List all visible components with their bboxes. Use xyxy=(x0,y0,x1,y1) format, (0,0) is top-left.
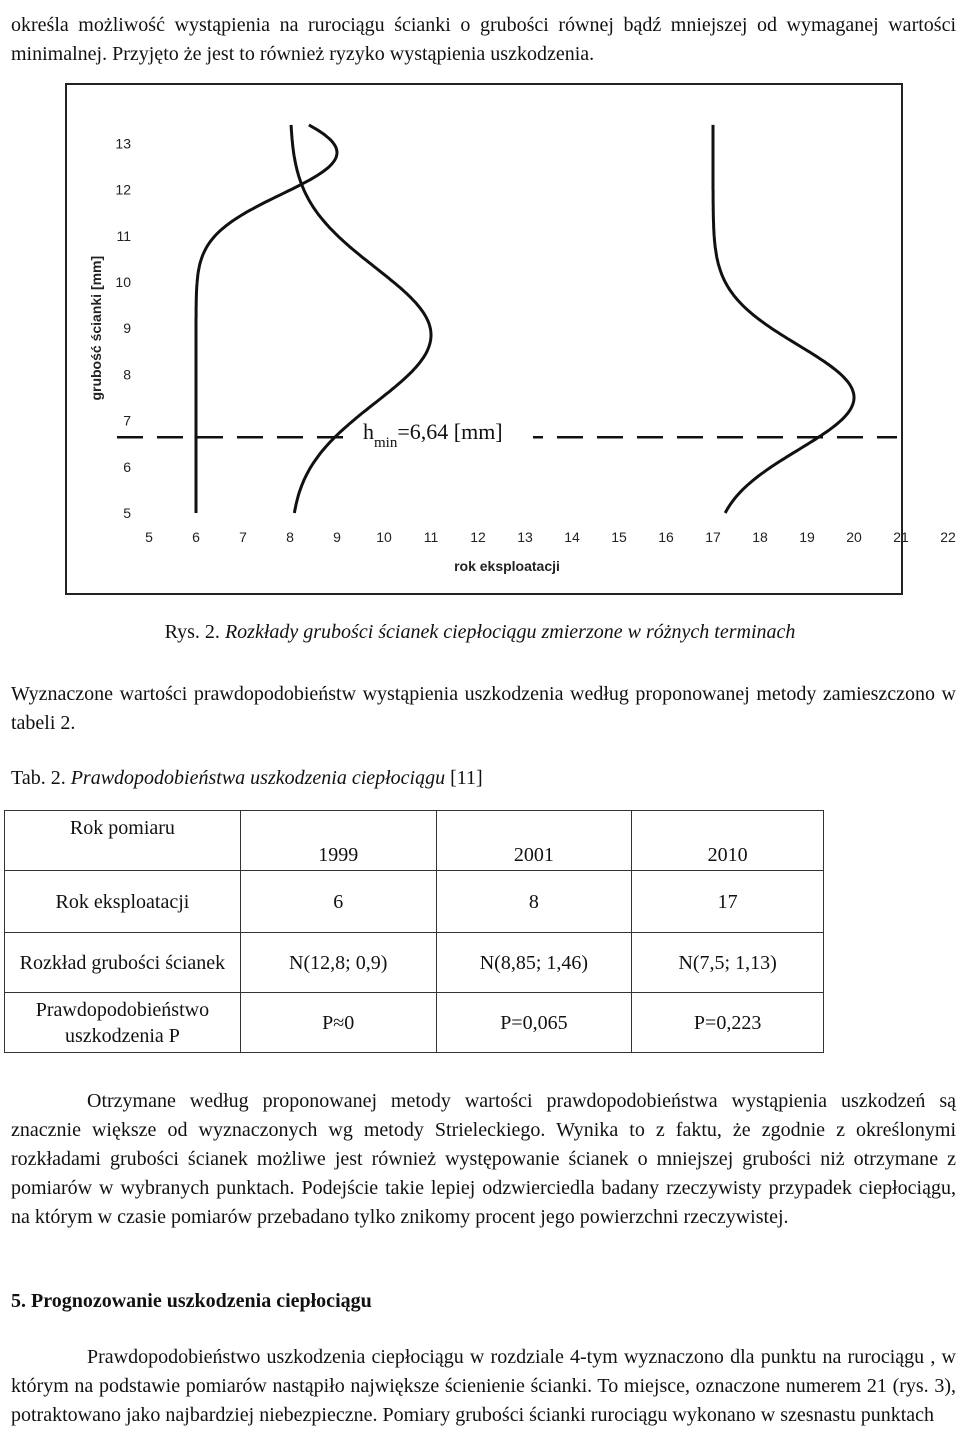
figure-caption xyxy=(0,618,960,646)
distribution-chart xyxy=(67,85,956,593)
y-tick-label: 8 xyxy=(123,366,131,383)
distribution-curve xyxy=(196,125,337,513)
table-cell: 17 xyxy=(632,871,824,933)
table-title-ref: [11] xyxy=(450,767,483,789)
distribution-curve xyxy=(713,125,854,513)
table-cell: Rok eksploatacji xyxy=(5,871,241,933)
table-title xyxy=(11,764,483,792)
table-cell: Prawdopodobieństwo uszkodzenia P xyxy=(5,993,241,1053)
x-tick-label: 12 xyxy=(470,529,486,545)
y-tick-label: 9 xyxy=(123,320,131,337)
table-intro-paragraph: Wyznaczone wartości prawdopodobieństw wystąpienia uszkodzenia według proponowanej metody zamieszczono w tabeli 2. xyxy=(11,683,956,734)
y-tick-label: 12 xyxy=(115,181,131,198)
table-cell: 8 xyxy=(436,871,632,933)
threshold-label: $h_{min}=6,64$ [mm] xyxy=(363,419,503,452)
y-axis-label: grubość ścianki [mm] xyxy=(88,255,104,401)
x-tick-label: 11 xyxy=(423,529,439,545)
x-tick-label: 6 xyxy=(192,529,200,545)
x-tick-label: 14 xyxy=(564,529,580,545)
table-title-italic: Prawdopodobieństwa uszkodzenia ciepłociągu xyxy=(70,767,446,789)
table-cell: P≈0 xyxy=(240,993,436,1053)
table-cell: Rozkład grubości ścianek xyxy=(5,933,241,993)
distribution-curve xyxy=(291,125,431,513)
table-cell: Rok pomiaru xyxy=(5,811,241,871)
x-tick-label: 7 xyxy=(239,529,247,545)
table-cell: 1999 xyxy=(240,811,436,871)
y-tick-label: 10 xyxy=(115,274,131,290)
x-tick-label: 21 xyxy=(893,529,909,545)
y-tick-label: 6 xyxy=(123,458,131,475)
table-row xyxy=(5,871,824,933)
table-row xyxy=(5,933,824,993)
table-cell: N(8,85; 1,46) xyxy=(436,933,632,993)
caption-prefix: Rys. 2. xyxy=(164,621,220,643)
figure-chart xyxy=(65,83,956,595)
x-tick-label: 16 xyxy=(658,529,674,545)
table-cell: 2010 xyxy=(632,811,824,871)
x-tick-label: 22 xyxy=(940,529,956,545)
table-cell: P=0,065 xyxy=(436,993,632,1053)
section-title: Prognozowanie uszkodzenia ciepłociągu xyxy=(31,1290,372,1312)
table-cell: N(7,5; 1,13) xyxy=(632,933,824,993)
section-heading xyxy=(11,1287,372,1315)
probability-table xyxy=(4,810,824,1053)
table-row xyxy=(5,811,824,871)
intro-paragraph: określa możliwość wystąpienia na rurociągu ścianki o grubości równej bądź mniejszej od wymaganej wartości minimalnej. Przyjęto że jest to również ryzyko wystąpienia uszkodzenia. xyxy=(11,14,956,65)
table-cell: P=0,223 xyxy=(632,993,824,1053)
y-tick-label: 13 xyxy=(115,135,131,152)
x-tick-label: 18 xyxy=(752,529,768,545)
x-tick-label: 17 xyxy=(705,529,721,545)
table-cell: N(12,8; 0,9) xyxy=(240,933,436,993)
results-paragraph: Otrzymane według proponowanej metody wartości prawdopodobieństwa wystąpienia uszkodzeń są znacznie większe od wyznaczonych wg metody Strieleckiego. Wynika to z faktu, że zgodnie z określonymi rozkładami grubości ścianek możliwe jest również występowanie ścianek o mniejszej grubości niż otrzymane z pomiarów w wybranych punktach. Podejście takie lepiej odzwierciedla badany rzeczywisty przypadek ciepłociągu, na którym w czasie pomiarów przebadano tylko znikomy procent jego powierzchni rzeczywistej. xyxy=(11,1090,956,1228)
x-axis-label: rok eksploatacji xyxy=(454,558,560,574)
x-tick-label: 8 xyxy=(286,529,294,545)
y-tick-label: 5 xyxy=(123,505,131,521)
x-tick-label: 13 xyxy=(517,529,533,545)
x-tick-label: 19 xyxy=(799,529,815,545)
table-row xyxy=(5,993,824,1053)
x-tick-label: 9 xyxy=(333,529,341,545)
x-tick-label: 20 xyxy=(846,529,862,545)
section-number: 5. xyxy=(11,1290,26,1312)
forecast-paragraph: Prawdopodobieństwo uszkodzenia ciepłociągu w rozdziale 4-tym wyznaczono dla punktu na rurociągu , w którym na podstawie pomiarów nastąpiło największe ścienienie ścianki. To miejsce, oznaczone numerem 21 (rys. 3), potraktowano jako najbardziej niebezpieczne. Pomiary grubości ścianki rurociągu wykonano w szesnastu punktach xyxy=(11,1346,956,1426)
table-cell: 2001 xyxy=(436,811,632,871)
x-tick-label: 15 xyxy=(611,529,627,545)
y-tick-label: 11 xyxy=(116,227,131,244)
y-tick-label: 7 xyxy=(123,412,131,429)
x-tick-label: 10 xyxy=(376,529,392,545)
table-cell: 6 xyxy=(240,871,436,933)
x-tick-label: 5 xyxy=(145,529,153,545)
caption-text: Rozkłady grubości ścianek ciepłociągu zmierzone w różnych terminach xyxy=(224,621,796,643)
table-title-prefix: Tab. 2. xyxy=(11,767,66,789)
